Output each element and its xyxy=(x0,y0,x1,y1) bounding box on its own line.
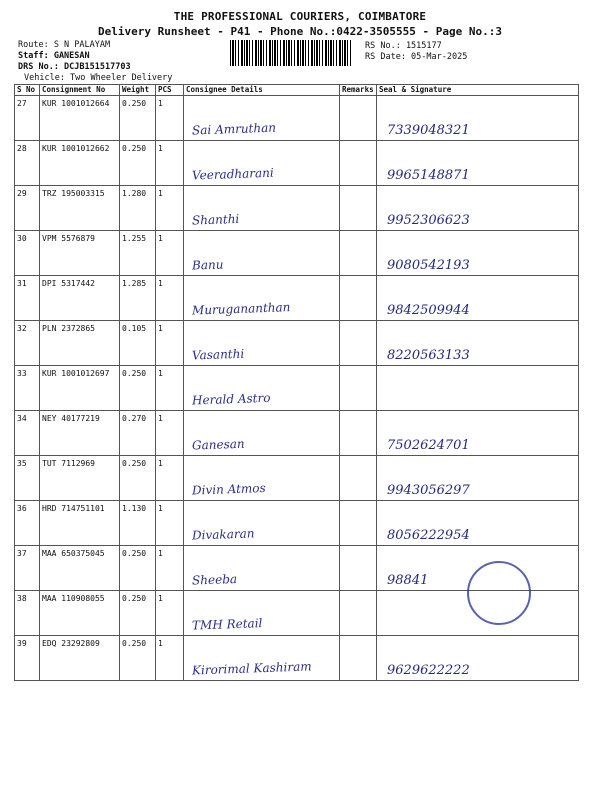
signature-phone: 8056222954 xyxy=(387,528,470,543)
signature-phone: 9965148871 xyxy=(387,168,470,183)
signature-cell xyxy=(377,636,579,681)
weight-cell: 1.255 xyxy=(120,231,156,276)
company-title: THE PROFESSIONAL COURIERS, COIMBATORE xyxy=(173,10,427,23)
pcs-cell: 1 xyxy=(156,546,184,591)
rs-number: RS No.: 1515177 xyxy=(365,41,442,51)
table-row xyxy=(15,276,579,321)
route-label: Route: S N PALAYAM xyxy=(18,40,111,50)
weight-cell: 0.250 xyxy=(120,456,156,501)
consignee-cell xyxy=(184,546,340,591)
sno-cell: 37 xyxy=(15,546,40,591)
weight-cell: 1.130 xyxy=(120,501,156,546)
pcs-cell: 1 xyxy=(156,141,184,186)
consignee-cell xyxy=(184,411,340,456)
consignee-cell xyxy=(184,636,340,681)
signature-cell xyxy=(377,276,579,321)
drs-label: DRS No.: DCJB151517703 xyxy=(18,62,131,72)
sno-cell: 30 xyxy=(15,231,40,276)
barcode xyxy=(230,40,352,66)
table-row xyxy=(15,456,579,501)
consignment-cell: TRZ 195003315 xyxy=(40,186,120,231)
consignee-name: Veeradharani xyxy=(191,165,274,183)
pcs-cell: 1 xyxy=(156,366,184,411)
consignment-cell: DPI 5317442 xyxy=(40,276,120,321)
signature-phone: 8220563133 xyxy=(387,348,470,363)
remarks-cell xyxy=(340,186,377,231)
consignee-name: TMH Retail xyxy=(191,616,263,633)
vehicle-label: Vehicle: Two Wheeler Delivery xyxy=(24,73,173,83)
weight-cell: 0.105 xyxy=(120,321,156,366)
remarks-cell xyxy=(340,366,377,411)
consignment-cell: PLN 2372865 xyxy=(40,321,120,366)
table-header xyxy=(15,85,579,96)
col-signature: Seal & Signature xyxy=(377,85,579,96)
consignee-cell xyxy=(184,591,340,636)
weight-cell: 0.250 xyxy=(120,636,156,681)
remarks-cell xyxy=(340,546,377,591)
signature-cell xyxy=(377,321,579,366)
table-row xyxy=(15,231,579,276)
remarks-cell xyxy=(340,231,377,276)
weight-cell: 0.250 xyxy=(120,366,156,411)
signature-phone: 98841 xyxy=(387,573,429,588)
consignee-name: Sai Amruthan xyxy=(191,120,277,138)
consignee-name: Shanthi xyxy=(191,211,240,228)
table-row xyxy=(15,141,579,186)
signature-cell xyxy=(377,231,579,276)
col-weight: Weight xyxy=(120,85,156,96)
col-remarks: Remarks xyxy=(340,85,377,96)
signature-phone: 9943056297 xyxy=(387,483,470,498)
signature-cell xyxy=(377,456,579,501)
signature-cell xyxy=(377,141,579,186)
remarks-cell xyxy=(340,276,377,321)
sno-cell: 38 xyxy=(15,591,40,636)
consignment-cell: TUT 7112969 xyxy=(40,456,120,501)
signature-phone: 7502624701 xyxy=(387,438,470,453)
runsheet-table xyxy=(14,84,579,681)
weight-cell: 0.270 xyxy=(120,411,156,456)
table-row xyxy=(15,321,579,366)
runsheet-subtitle: Delivery Runsheet - P41 - Phone No.:0422-3505555 - Page No.:3 xyxy=(98,25,502,38)
consignment-cell: EDQ 23292809 xyxy=(40,636,120,681)
sno-cell: 36 xyxy=(15,501,40,546)
weight-cell: 0.250 xyxy=(120,141,156,186)
remarks-cell xyxy=(340,456,377,501)
sno-cell: 33 xyxy=(15,366,40,411)
table-row xyxy=(15,186,579,231)
consignee-name: Divakaran xyxy=(191,526,255,543)
consignee-cell xyxy=(184,96,340,141)
signature-cell xyxy=(377,501,579,546)
sno-cell: 32 xyxy=(15,321,40,366)
pcs-cell: 1 xyxy=(156,411,184,456)
consignment-cell: KUR 1001012662 xyxy=(40,141,120,186)
sno-cell: 35 xyxy=(15,456,40,501)
consignee-cell xyxy=(184,456,340,501)
pcs-cell: 1 xyxy=(156,321,184,366)
consignee-name: Banu xyxy=(191,257,224,273)
consignee-name: Vasanthi xyxy=(191,346,245,363)
table-row xyxy=(15,96,579,141)
pcs-cell: 1 xyxy=(156,501,184,546)
staff-label: Staff: GANESAN xyxy=(18,51,90,61)
signature-cell xyxy=(377,186,579,231)
sno-cell: 39 xyxy=(15,636,40,681)
consignee-name: Herald Astro xyxy=(191,390,271,408)
col-sno: S No xyxy=(15,85,40,96)
signature-phone: 9629622222 xyxy=(387,663,470,678)
remarks-cell xyxy=(340,591,377,636)
consignment-cell: NEY 40177219 xyxy=(40,411,120,456)
consignee-name: Murugananthan xyxy=(191,300,291,318)
consignee-name: Sheeba xyxy=(191,571,238,588)
consignee-cell xyxy=(184,501,340,546)
consignee-cell xyxy=(184,231,340,276)
pcs-cell: 1 xyxy=(156,636,184,681)
rs-date: RS Date: 05-Mar-2025 xyxy=(365,52,468,62)
weight-cell: 0.250 xyxy=(120,96,156,141)
consignment-cell: KUR 1001012697 xyxy=(40,366,120,411)
pcs-cell: 1 xyxy=(156,96,184,141)
signature-cell xyxy=(377,591,579,636)
signature-phone: 7339048321 xyxy=(387,123,470,138)
col-consignment: Consignment No xyxy=(40,85,120,96)
remarks-cell xyxy=(340,141,377,186)
consignee-cell xyxy=(184,186,340,231)
seal-stamp xyxy=(467,561,531,625)
sno-cell: 31 xyxy=(15,276,40,321)
weight-cell: 1.280 xyxy=(120,186,156,231)
consignment-cell: HRD 714751101 xyxy=(40,501,120,546)
consignee-cell xyxy=(184,321,340,366)
signature-cell xyxy=(377,411,579,456)
table-row xyxy=(15,636,579,681)
table-row xyxy=(15,366,579,411)
signature-phone: 9080542193 xyxy=(387,258,470,273)
weight-cell: 0.250 xyxy=(120,591,156,636)
consignee-cell xyxy=(184,276,340,321)
consignment-cell: MAA 650375045 xyxy=(40,546,120,591)
sno-cell: 34 xyxy=(15,411,40,456)
table-row xyxy=(15,411,579,456)
signature-phone: 9952306623 xyxy=(387,213,470,228)
consignee-cell xyxy=(184,366,340,411)
consignee-name: Ganesan xyxy=(191,436,245,453)
weight-cell: 0.250 xyxy=(120,546,156,591)
signature-cell xyxy=(377,366,579,411)
sno-cell: 29 xyxy=(15,186,40,231)
remarks-cell xyxy=(340,96,377,141)
remarks-cell xyxy=(340,501,377,546)
sno-cell: 28 xyxy=(15,141,40,186)
weight-cell: 1.285 xyxy=(120,276,156,321)
pcs-cell: 1 xyxy=(156,186,184,231)
pcs-cell: 1 xyxy=(156,456,184,501)
consignee-name: Kirorimal Kashiram xyxy=(191,659,312,678)
table-row xyxy=(15,591,579,636)
pcs-cell: 1 xyxy=(156,231,184,276)
table-row xyxy=(15,501,579,546)
consignee-name: Divin Atmos xyxy=(191,480,266,498)
remarks-cell xyxy=(340,411,377,456)
signature-phone: 9842509944 xyxy=(387,303,470,318)
consignee-cell xyxy=(184,141,340,186)
remarks-cell xyxy=(340,636,377,681)
consignment-cell: KUR 1001012664 xyxy=(40,96,120,141)
col-pcs: PCS xyxy=(156,85,184,96)
sno-cell: 27 xyxy=(15,96,40,141)
col-consignee: Consignee Details xyxy=(184,85,340,96)
pcs-cell: 1 xyxy=(156,276,184,321)
signature-cell xyxy=(377,96,579,141)
consignment-cell: MAA 110908055 xyxy=(40,591,120,636)
consignment-cell: VPM 5576879 xyxy=(40,231,120,276)
pcs-cell: 1 xyxy=(156,591,184,636)
remarks-cell xyxy=(340,321,377,366)
